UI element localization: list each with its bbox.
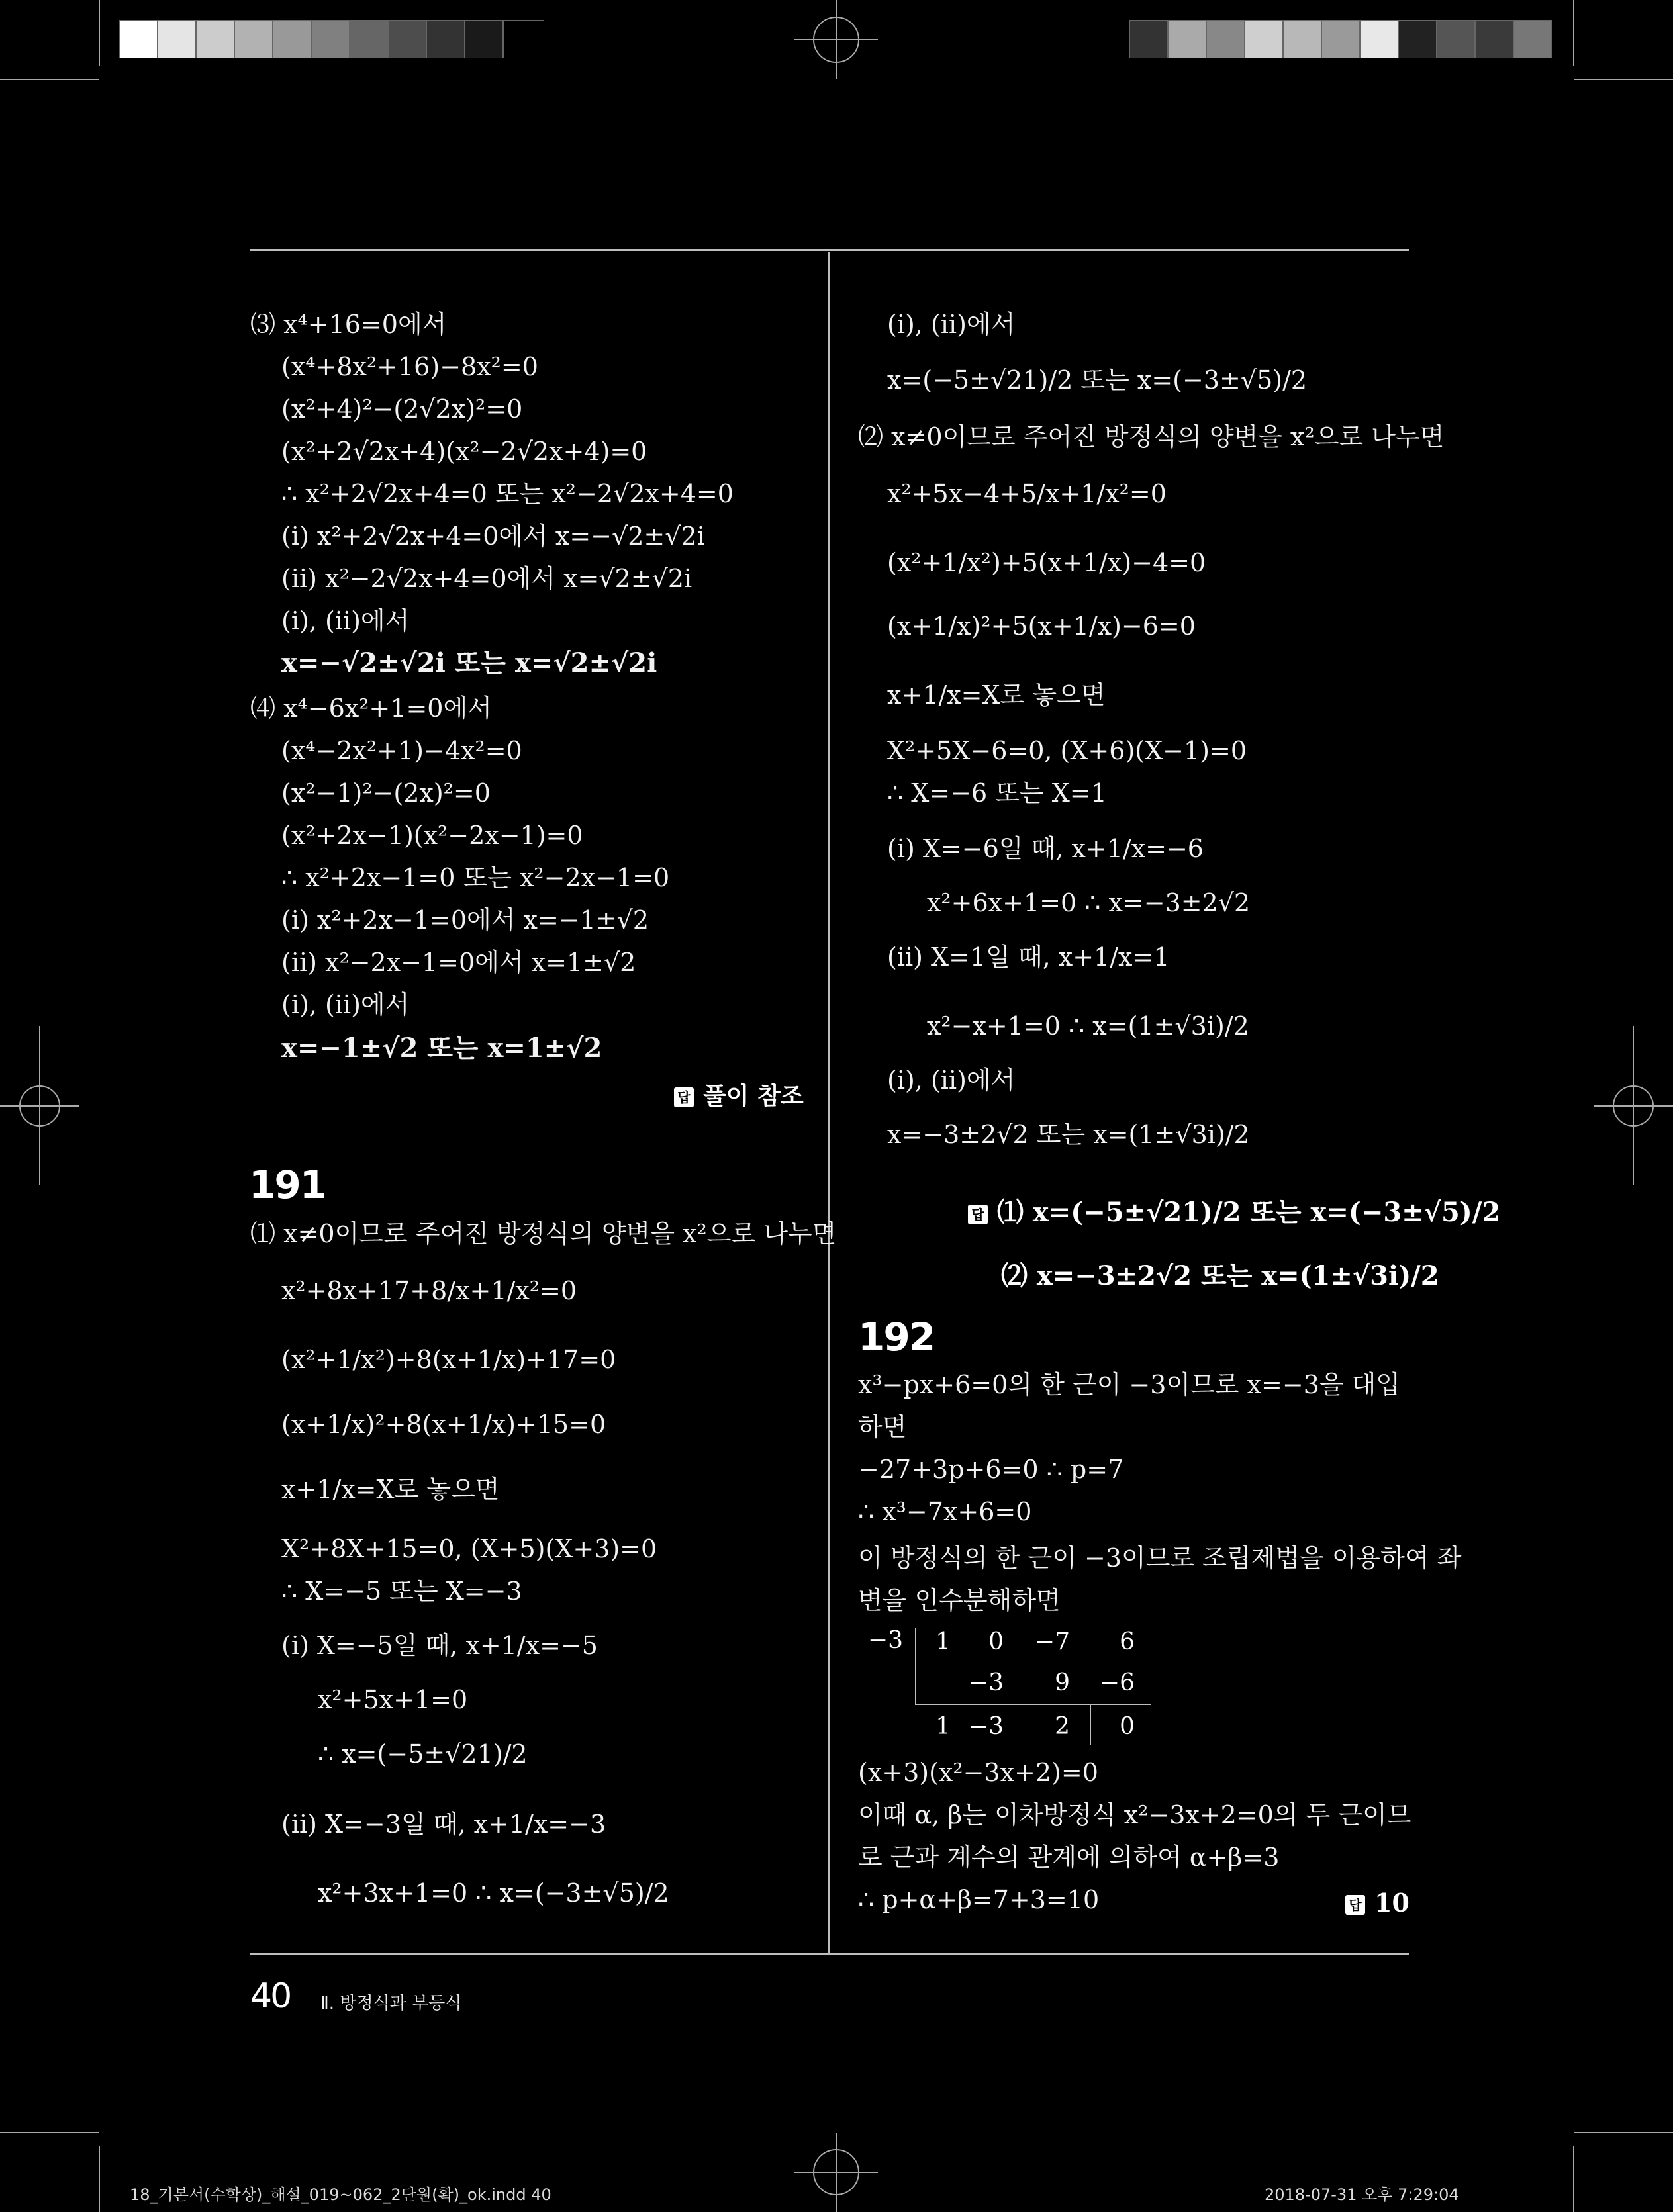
product: 9 xyxy=(1055,1669,1070,1696)
print-timestamp: 2018-07-31 오후 7:29:04 xyxy=(1265,2186,1459,2204)
problem-part2-header: ⑵ x≠0이므로 주어진 방정식의 양변을 x²으로 나누면 xyxy=(858,422,1445,451)
math-line: 하면 xyxy=(858,1412,907,1442)
math-line: ⑴ x≠0이므로 주어진 방정식의 양변을 x²으로 나누면 xyxy=(250,1219,837,1248)
math-line: (x⁴−2x²+1)−4x²=0 xyxy=(281,736,522,765)
math-line: (ⅱ) x²−2x−1=0에서 x=1±√2 xyxy=(281,948,636,977)
math-line: (ⅱ) x²−2√2x+4=0에서 x=√2±√2i xyxy=(281,564,693,593)
math-line: (ⅰ), (ⅱ)에서 xyxy=(887,1066,1016,1095)
product: −3 xyxy=(968,1669,1004,1696)
product: −6 xyxy=(1099,1669,1135,1696)
page-number: 40 xyxy=(250,1976,291,2016)
section-title: Ⅱ. 방정식과 부등식 xyxy=(320,1994,462,2013)
math-line: (x²+1/x²)+5(x+1/x)−4=0 xyxy=(887,548,1206,577)
math-line: x=(−5±√21)/2 또는 x=(−3±√5)/2 xyxy=(887,365,1308,394)
math-line: ∴ X=−5 또는 X=−3 xyxy=(281,1577,522,1606)
math-line: 이때 α, β는 이차방정식 x²−3x+2=0의 두 근이므 xyxy=(858,1800,1411,1829)
answer-text: 풀이 참조 xyxy=(703,1083,804,1110)
math-line: (x²+4)²−(2√2x)²=0 xyxy=(281,394,523,424)
math-line: (x²+2√2x+4)(x²−2√2x+4)=0 xyxy=(281,437,647,466)
math-line: (x²+1/x²)+8(x+1/x)+17=0 xyxy=(281,1345,616,1374)
math-line: x³−px+6=0의 한 근이 −3이므로 x=−3을 대입 xyxy=(858,1370,1401,1399)
answer-text: 10 xyxy=(1374,1888,1410,1917)
coef: 0 xyxy=(988,1628,1004,1655)
problem-number-192: 192 xyxy=(858,1314,935,1359)
division-bar-vertical xyxy=(915,1628,916,1705)
math-line: 변을 인수분해하면 xyxy=(858,1586,1061,1615)
answer-badge: 답 xyxy=(968,1205,988,1224)
math-line: x=−3±2√2 또는 x=(1±√3i)/2 xyxy=(887,1120,1250,1149)
math-line: (ⅰ) X=−5일 때, x+1/x=−5 xyxy=(281,1631,598,1660)
answer-191-part1 xyxy=(968,1191,1500,1229)
math-line: x²+8x+17+8/x+1/x²=0 xyxy=(281,1276,577,1305)
math-line: (x⁴+8x²+16)−8x²=0 xyxy=(281,352,538,381)
math-line: X²+5X−6=0, (X+6)(X−1)=0 xyxy=(887,736,1247,765)
math-line: (ⅰ), (ⅱ)에서 xyxy=(887,310,1016,339)
math-line: x²+6x+1=0 ∴ x=−3±2√2 xyxy=(927,888,1251,917)
math-line: −27+3p+6=0 ∴ p=7 xyxy=(858,1455,1124,1484)
math-line: ∴ x²+2√2x+4=0 또는 x²−2√2x+4=0 xyxy=(281,479,734,508)
math-line: x²−x+1=0 ∴ x=(1±√3i)/2 xyxy=(927,1011,1249,1040)
math-line: (x+1/x)²+8(x+1/x)+15=0 xyxy=(281,1410,606,1439)
answer-badge: 답 xyxy=(674,1087,694,1107)
math-line: x²+3x+1=0 ∴ x=(−3±√5)/2 xyxy=(318,1878,669,1908)
problem-number-191: 191 xyxy=(249,1162,326,1207)
math-line: (ⅰ) x²+2x−1=0에서 x=−1±√2 xyxy=(281,905,649,935)
math-line: (x²+2x−1)(x²−2x−1)=0 xyxy=(281,821,583,850)
math-line: (x+1/x)²+5(x+1/x)−6=0 xyxy=(887,612,1196,641)
remainder-box xyxy=(1090,1705,1091,1745)
math-line: (ⅱ) X=−3일 때, x+1/x=−3 xyxy=(281,1810,606,1839)
quotient: −3 xyxy=(968,1713,1004,1740)
math-line: x+1/x=X로 놓으면 xyxy=(281,1475,500,1504)
bottom-rule xyxy=(250,1953,1409,1955)
math-line: (ⅰ) x²+2√2x+4=0에서 x=−√2±√2i xyxy=(281,522,705,551)
quotient: 1 xyxy=(935,1713,951,1740)
division-bar-horizontal xyxy=(915,1704,1151,1705)
print-filename: 18_기본서(수학상)_해설_019~062_2단원(확)_ok.indd 40 xyxy=(130,2186,551,2204)
math-line: ∴ X=−6 또는 X=1 xyxy=(887,778,1107,807)
left-answer xyxy=(674,1078,804,1111)
math-line: 로 근과 계수의 관계에 의하여 α+β=3 xyxy=(858,1843,1280,1872)
coef: −7 xyxy=(1034,1628,1070,1655)
answer-191-part2 xyxy=(1001,1255,1439,1293)
answer-badge: 답 xyxy=(1345,1895,1365,1915)
math-line: (ⅱ) X=1일 때, x+1/x=1 xyxy=(887,943,1170,972)
math-line: ∴ x²+2x−1=0 또는 x²−2x−1=0 xyxy=(281,863,670,892)
math-line-result: x=−1±√2 또는 x=1±√2 xyxy=(281,1033,602,1064)
math-line: ∴ p+α+β=7+3=10 xyxy=(858,1885,1100,1914)
remainder: 0 xyxy=(1120,1713,1135,1740)
coef: 1 xyxy=(935,1628,951,1655)
math-line: ∴ x³−7x+6=0 xyxy=(858,1497,1032,1526)
math-line: (x²−1)²−(2x)²=0 xyxy=(281,778,491,807)
math-line-result: x=−√2±√2i 또는 x=√2±√2i xyxy=(281,647,657,678)
math-line: ∴ x=(−5±√21)/2 xyxy=(318,1739,528,1769)
problem-part4-header: ⑷ x⁴−6x²+1=0에서 xyxy=(250,694,492,723)
problem-part3-header: ⑶ x⁴+16=0에서 xyxy=(250,310,447,339)
math-line: 이 방정식의 한 근이 −3이므로 조립제법을 이용하여 좌 xyxy=(858,1544,1462,1573)
column-divider xyxy=(828,252,830,1953)
divisor: −3 xyxy=(867,1627,903,1654)
math-line: (ⅰ), (ⅱ)에서 xyxy=(281,990,410,1019)
math-line: x²+5x−4+5/x+1/x²=0 xyxy=(887,479,1167,508)
coef: 6 xyxy=(1120,1628,1135,1655)
answer-192 xyxy=(1345,1888,1410,1917)
top-rule xyxy=(250,249,1409,251)
answer-text: ⑴ x=(−5±√21)/2 또는 x=(−3±√5)/2 xyxy=(997,1197,1501,1228)
math-line: x+1/x=X로 놓으면 xyxy=(887,680,1106,710)
math-line: (ⅰ), (ⅱ)에서 xyxy=(281,606,410,635)
math-line: x²+5x+1=0 xyxy=(318,1685,468,1714)
math-line: (ⅰ) X=−6일 때, x+1/x=−6 xyxy=(887,834,1204,863)
math-line: X²+8X+15=0, (X+5)(X+3)=0 xyxy=(281,1534,657,1563)
answer-text: ⑵ x=−3±2√2 또는 x=(1±√3i)/2 xyxy=(1001,1260,1439,1291)
quotient: 2 xyxy=(1055,1713,1070,1740)
math-line: (x+3)(x²−3x+2)=0 xyxy=(858,1758,1098,1787)
